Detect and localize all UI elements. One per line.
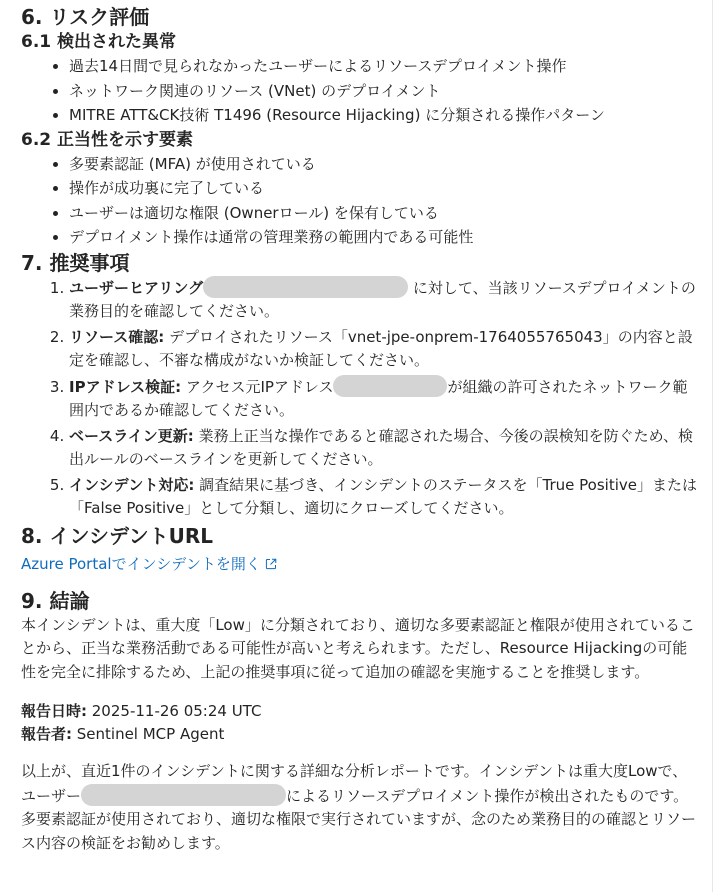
redacted-user <box>203 276 408 298</box>
incident-link-text[interactable]: Azure Portalでインシデントを開く <box>21 554 261 573</box>
report-content <box>21 4 701 855</box>
item-text: 調査結果に基づき、インシデントのステータスを「True Positive」または「False Positive」として分類し、適切にクローズしてください。 <box>69 475 697 517</box>
report-author-label: 報告者: <box>21 725 72 743</box>
recommendation-item <box>69 276 701 326</box>
recommendation-item <box>69 474 701 523</box>
list-item: • 操作が成功裏に完了している <box>69 176 701 201</box>
list-item: • ユーザーは適切な権限 (Ownerロール) を保有している <box>69 201 701 226</box>
anomaly-list <box>21 54 701 128</box>
item-label: リソース確認: <box>69 327 165 346</box>
section-9-title: 9. 結論 <box>21 588 90 613</box>
item-label: インシデント対応: <box>69 475 195 494</box>
item-label: IPアドレス検証: <box>69 377 182 396</box>
list-item: • デプロイメント操作は通常の管理業務の範囲内である可能性 <box>69 225 701 250</box>
recommendation-item <box>69 425 701 474</box>
legitimacy-list <box>21 152 701 250</box>
redacted-user <box>81 784 286 806</box>
section-6-title: 6. リスク評価 <box>21 5 150 29</box>
report-author-row <box>21 723 701 746</box>
report-author-value: Sentinel MCP Agent <box>72 725 225 743</box>
summary-text-start: 以上が、直近1件のインシデントに関する詳細な分析レポートです。インシデントは重大度Lowで、ユーザー <box>21 762 688 805</box>
section-6-2-title: 6.2 正当性を示す要素 <box>21 129 194 150</box>
recommendation-item <box>69 326 701 375</box>
report-date-value: 2025-11-26 05:24 UTC <box>87 702 262 720</box>
item-text: デプロイされたリソース「vnet-jpe-onprem-1764055765043」の内容と設定を確認し、不審な構成がないか検証してください。 <box>69 327 693 369</box>
list-item: • ネットワーク関連のリソース (VNet) のデプロイメント <box>69 79 701 104</box>
report-date-label: 報告日時: <box>21 702 87 720</box>
report-date-row <box>21 700 701 723</box>
list-item: • 過去14日間で見られなかったユーザーによるリソースデプロイメント操作 <box>69 54 701 79</box>
incident-portal-link[interactable] <box>21 555 277 573</box>
item-label: ベースライン更新: <box>69 426 194 445</box>
item-label: ユーザーヒアリング <box>69 278 204 297</box>
external-link-icon <box>265 558 277 570</box>
redacted-ip <box>333 375 447 397</box>
list-item: • 多要素認証 (MFA) が使用されている <box>69 152 701 177</box>
item-text: が組織の許可されたネットワーク範囲内であるか確認してください。 <box>69 377 688 419</box>
conclusion-text: 本インシデントは、重大度「Low」に分類されており、適切な多要素認証と権限が使用されていることから、正当な業務活動である可能性が高いと考えられます。ただし、Resource Hijackingの可能性を完全に排除するため、上記の推奨事項に従って追加の確認を実施することを推奨します。 <box>21 615 695 681</box>
summary-text-end: によるリソースデプロイメント操作が検出されたものです。多要素認証が使用されており、適切な権限で実行されていますが、念のため業務目的の確認とリソース内容の検証をお勧めします。 <box>21 786 697 852</box>
item-text: アクセス元IPアドレス <box>181 377 334 396</box>
section-7-title: 7. 推奨事項 <box>21 250 130 275</box>
list-item: • MITRE ATT&CK技術 T1496 (Resource Hijacking) に分類される操作パターン <box>69 103 701 128</box>
recommendation-item <box>69 375 701 425</box>
recommendation-list <box>21 276 701 523</box>
section-8-title: 8. インシデントURL <box>21 523 213 548</box>
incident-link-row <box>21 553 701 574</box>
item-text: に対して、当該リソースデプロイメントの業務目的を確認してください。 <box>69 278 696 320</box>
item-text: 業務上正当な操作であると確認された場合、今後の誤検知を防ぐため、検出ルールのベースラインを更新してください。 <box>69 426 693 468</box>
summary-text <box>21 760 701 855</box>
section-6-1-title: 6.1 検出された異常 <box>21 32 177 52</box>
